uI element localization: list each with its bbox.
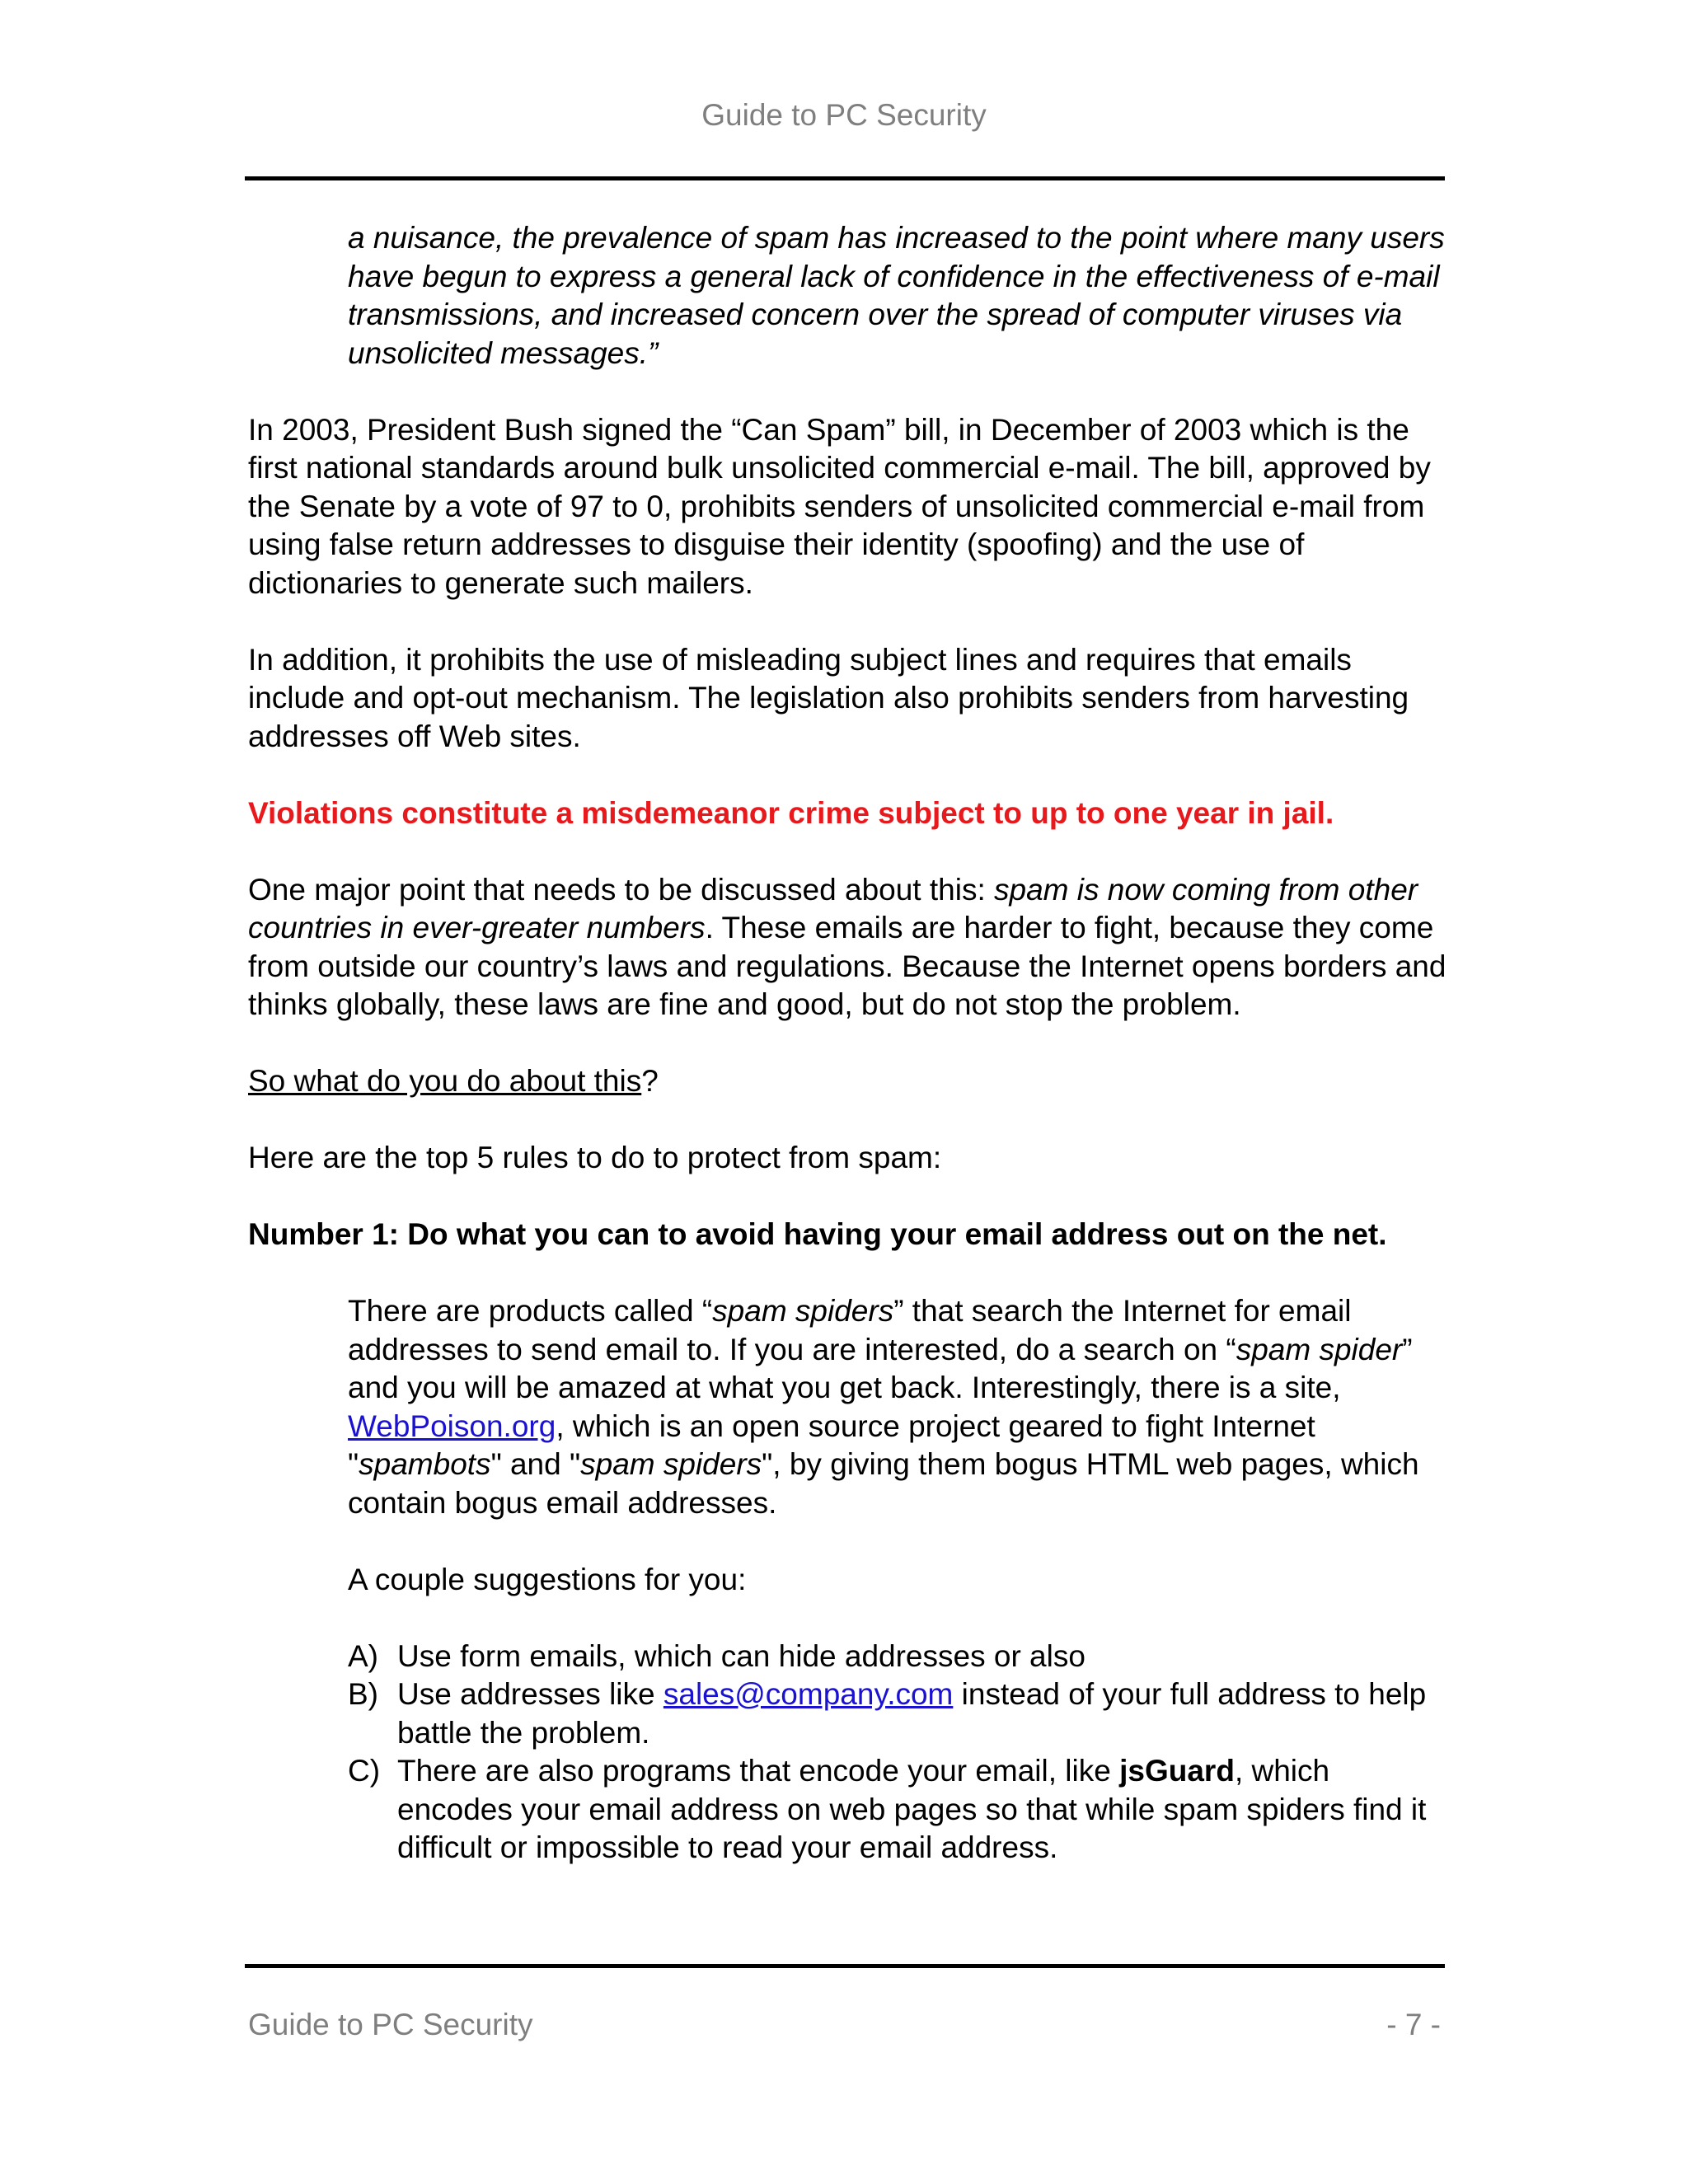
spiders-text-4: , which is an open source project geared to fight Internet " — [348, 1408, 1315, 1481]
list-c-post: , which encodes your email address on web pages so that while spam spiders find it difficult or impossible to read your email address. — [397, 1754, 1427, 1864]
page-header-title: Guide to PC Security — [701, 98, 987, 132]
rules-intro: Here are the top 5 rules to do to protect from spam: — [248, 1141, 942, 1174]
spiders-text-1: There are products called “ — [348, 1294, 713, 1328]
list-text-b — [397, 1675, 1451, 1752]
paragraph-major-point — [248, 871, 1451, 1024]
webpoison-link[interactable]: WebPoison.org — [348, 1408, 556, 1443]
spiders-text-5: " and " — [490, 1447, 581, 1481]
list-marker-a: A) — [348, 1638, 378, 1673]
list-text-a: Use form emails, which can hide addresses or also — [397, 1638, 1085, 1673]
spiders-text-6: ", by giving them bogus HTML web pages, which contain bogus email addresses. — [348, 1447, 1419, 1520]
list-marker-b: B) — [348, 1677, 378, 1711]
list-c-pre: There are also programs that encode your email, like — [397, 1754, 1120, 1788]
document-body — [248, 219, 1451, 1868]
page-number: - 7 - — [1386, 2008, 1441, 2041]
question-mark: ? — [641, 1064, 659, 1098]
quote-continuation: a nuisance, the prevalence of spam has increased to the point where many users have begun to express a general lack of confidence in the effectiveness of e-mail transmissions, and increased concern over the spread of computer viruses via unsolicited messages.” — [348, 221, 1445, 370]
question-underlined: So what do you do about this — [248, 1064, 642, 1098]
spiders-italic-2: spam spider — [1236, 1332, 1403, 1366]
warning-violations: Violations constitute a misdemeanor crime subject to up to one year in jail. — [248, 795, 1334, 830]
spiders-text-2: ” that search the Internet for email addresses to send email to. If you are interested, do a search on “ — [348, 1294, 1352, 1366]
spam-spiders-paragraph — [248, 1292, 1451, 1522]
footer-rule — [245, 1964, 1445, 1968]
spiders-italic-3: spambots — [359, 1447, 491, 1481]
major-point-italic: spam is now coming from other countries in ever-greater numbers — [248, 872, 1418, 944]
footer-title: Guide to PC Security — [248, 2008, 533, 2041]
list-item-a — [348, 1638, 1451, 1676]
major-point-rest: . These emails are harder to fight, because they come from outside our country’s laws and regulations. Because the Internet opens borders and thinks globally, these laws are fine and good, but do not stop the problem. — [248, 911, 1447, 1021]
rule-1-heading: Number 1: Do what you can to avoid having your email address out on the net. — [248, 1217, 1387, 1251]
list-marker-c: C) — [348, 1754, 381, 1788]
question-line — [248, 1062, 1451, 1101]
paragraph-can-spam: In 2003, President Bush signed the “Can Spam” bill, in December of 2003 which is the first national standards around bulk unsolicited commercial e-mail. The bill, approved by the Senate by a vote of 97 to 0, prohibits senders of unsolicited commercial e-mail from using false return addresses to disguise their identity (spoofing) and the use of dictionaries to generate such mailers. — [248, 412, 1431, 600]
list-item-b — [348, 1675, 1451, 1752]
spiders-italic-1: spam spiders — [712, 1294, 894, 1328]
suggestions-list — [248, 1638, 1451, 1868]
sales-email-link[interactable]: sales@company.com — [663, 1677, 954, 1711]
list-b-post: instead of your full address to help battle the problem. — [397, 1677, 1427, 1750]
spiders-text-3: ” and you will be amazed at what you get back. Interestingly, there is a site, — [348, 1332, 1413, 1404]
jsguard-name: jsGuard — [1119, 1754, 1235, 1788]
suggestions-intro: A couple suggestions for you: — [348, 1562, 747, 1596]
list-item-c — [348, 1752, 1451, 1868]
spiders-italic-4: spam spiders — [580, 1447, 762, 1481]
list-b-pre: Use addresses like — [397, 1677, 663, 1711]
header-rule — [245, 176, 1445, 180]
paragraph-addition: In addition, it prohibits the use of misleading subject lines and requires that emails include and opt-out mechanism. The legislation also prohibits senders from harvesting addresses off Web sites. — [248, 642, 1409, 753]
major-point-lead: One major point that needs to be discussed about this: — [248, 872, 995, 907]
list-text-c — [397, 1752, 1451, 1868]
